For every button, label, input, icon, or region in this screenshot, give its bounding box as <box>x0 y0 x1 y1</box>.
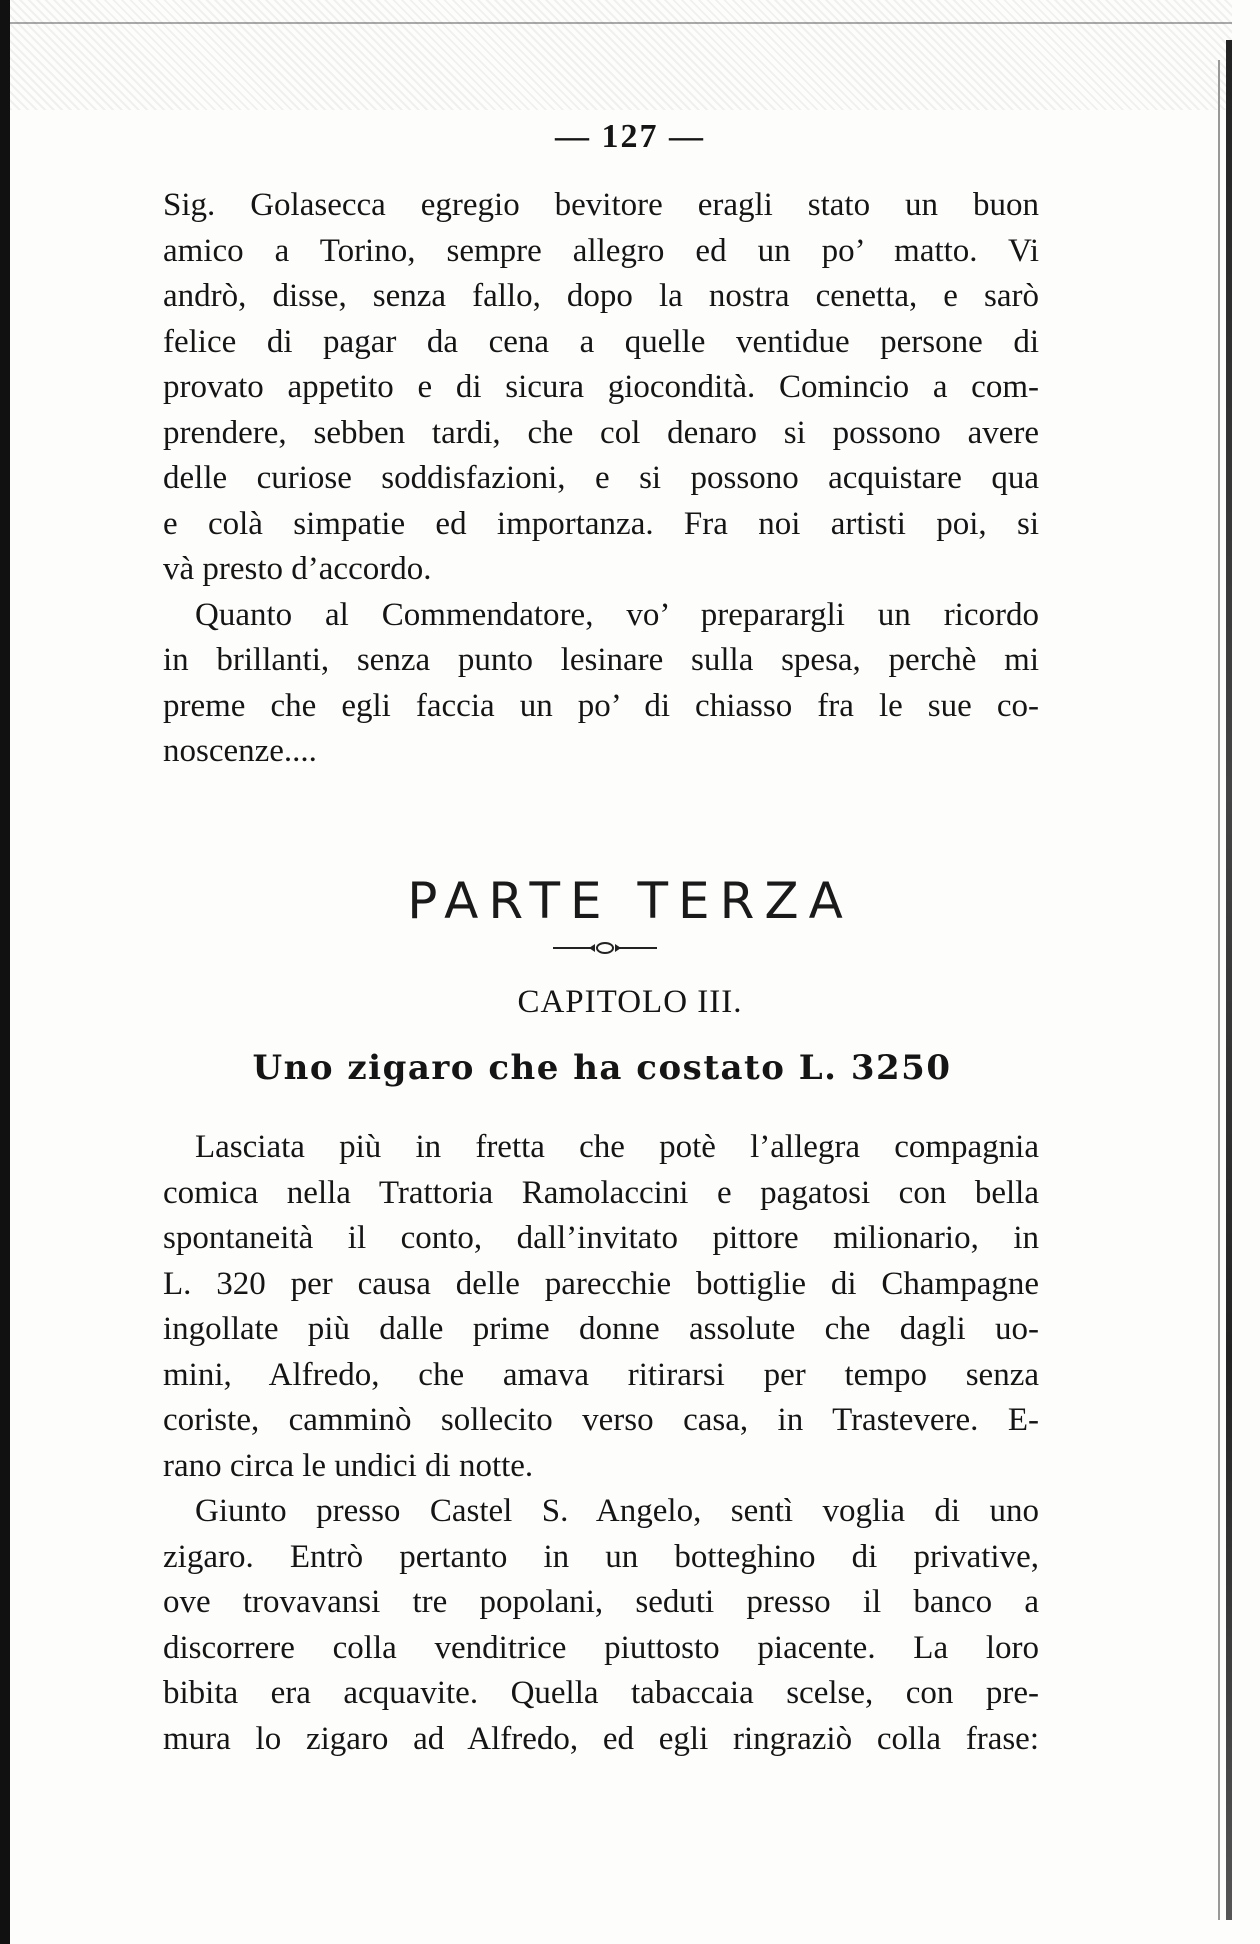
scan-left-edge <box>0 0 10 1944</box>
text-line: e colà simpatie ed importanza. Fra noi artisti poi, si <box>163 505 1039 542</box>
text-line: ingollate più dalle prime donne assolute che dagli uo- <box>163 1311 1039 1347</box>
text-line: ove trovavansi tre popolani, seduti presso il banco a <box>163 1584 1039 1620</box>
text-line: bibita era acquavite. Quella tabaccaia scelse, con pre- <box>163 1675 1039 1711</box>
text-line: in brillanti, senza punto lesinare sulla spesa, perchè mi <box>163 642 1039 678</box>
text-block-bottom <box>163 1125 1039 1762</box>
scan-top-noise <box>10 0 1232 110</box>
page-number: — 127 — <box>555 118 705 155</box>
scan-top-line <box>10 22 1232 24</box>
paragraph-1 <box>163 183 1039 593</box>
text-line: discorrere colla venditrice piuttosto piacente. La loro <box>163 1629 1039 1666</box>
text-line: mura lo zigaro ad Alfredo, ed egli ringraziò colla frase: <box>163 1720 1039 1757</box>
paragraph-3 <box>163 1125 1039 1489</box>
text-line: andrò, disse, senza fallo, dopo la nostra cenetta, e sarò <box>163 278 1039 314</box>
text-line: rano circa le undici di notte. <box>163 1447 534 1484</box>
divider-ornament-icon <box>545 938 665 958</box>
text-line: preme che egli faccia un po’ di chiasso fra le sue co- <box>163 687 1039 724</box>
part-title: PARTE TERZA <box>407 872 853 930</box>
chapter-title: Uno zigaro che ha costato L. 3250 <box>252 1048 952 1088</box>
text-line: prendere, sebben tardi, che col denaro si possono avere <box>163 414 1039 451</box>
text-line: delle curiose soddisfazioni, e si possono acquistare qua <box>163 460 1039 496</box>
text-line: amico a Torino, sempre allegro ed un po’ matto. Vi <box>163 232 1039 269</box>
text-line: spontaneità il conto, dall’invitato pittore milionario, in <box>163 1220 1039 1256</box>
text-line: Sig. Golasecca egregio bevitore eragli stato un buon <box>163 187 1039 223</box>
text-line: comica nella Trattoria Ramolaccini e pagatosi con bella <box>163 1174 1039 1211</box>
paragraph-4 <box>163 1489 1039 1762</box>
paragraph-2 <box>163 593 1039 775</box>
chapter-number: CAPITOLO III. <box>517 984 743 1020</box>
text-block-top <box>163 183 1039 775</box>
text-line: provato appetito e di sicura giocondità. Comincio a com- <box>163 369 1039 405</box>
text-line: Lasciata più in fretta che potè l’allegra compagnia <box>195 1129 1039 1165</box>
scan-right-edge <box>1226 40 1232 1920</box>
text-line: và presto d’accordo. <box>163 551 432 587</box>
text-line: Giunto presso Castel S. Angelo, sentì voglia di uno <box>195 1493 1039 1529</box>
text-line: L. 320 per causa delle parecchie bottiglie di Champagne <box>163 1265 1039 1302</box>
text-line: Quanto al Commendatore, vo’ preparargli un ricordo <box>195 596 1039 633</box>
text-line: noscenze.... <box>163 733 317 769</box>
text-line: coriste, camminò sollecito verso casa, in Trastevere. E- <box>163 1402 1039 1438</box>
text-line: mini, Alfredo, che amava ritirarsi per tempo senza <box>163 1356 1039 1393</box>
text-line: felice di pagar da cena a quelle ventidue persone di <box>163 323 1039 360</box>
text-line: zigaro. Entrò pertanto in un botteghino di privative, <box>163 1538 1039 1575</box>
